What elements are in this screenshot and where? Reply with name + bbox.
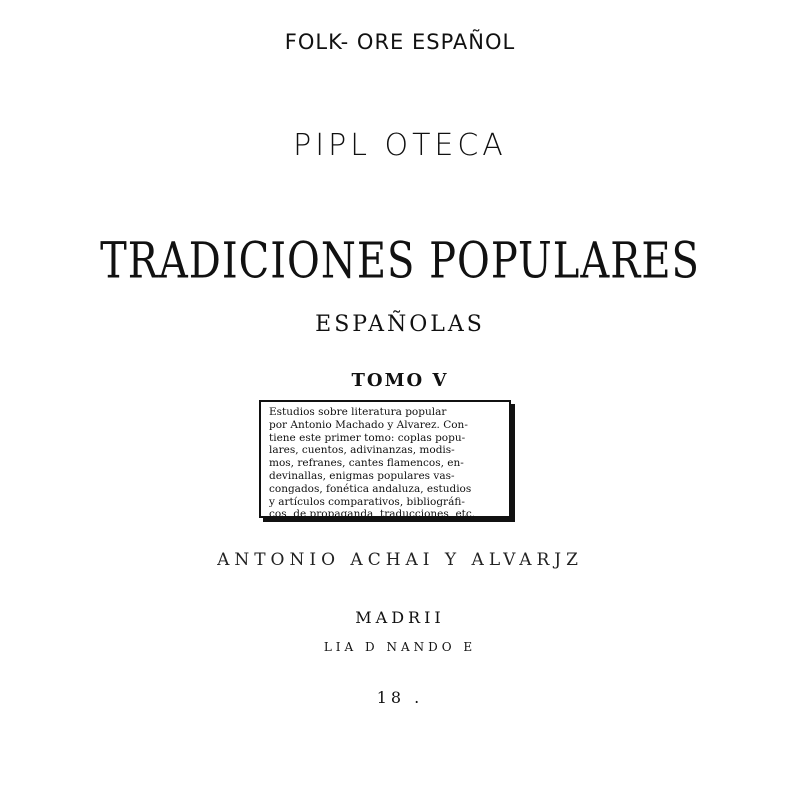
- label-line: tiene este primer tomo: coplas popu-: [269, 431, 466, 444]
- book-title: TRADICIONES POPULARES: [100, 232, 700, 290]
- label-line: congados, fonética andaluza, estudios: [269, 482, 472, 495]
- label-line: por Antonio Machado y Alvarez. Con-: [269, 418, 468, 431]
- label-line: cos, de propaganda, traducciones, etc.: [269, 508, 476, 521]
- series-header: FOLK- ORE ESPAÑOL: [284, 30, 516, 54]
- pasted-label: [259, 400, 511, 521]
- label-line: y artículos comparativos, bibliográfi-: [269, 495, 465, 508]
- label-line: Estudios sobre literatura popular: [269, 406, 447, 418]
- label-line: lares, cuentos, adivinanzas, modis-: [269, 444, 455, 457]
- author-name: ANTONIO ACHAI Y ALVARJZ: [217, 550, 583, 570]
- volume-number: TOMO V: [351, 370, 449, 391]
- book-subtitle: ESPAÑOLAS: [315, 312, 485, 337]
- imprint-year: 18 .: [376, 688, 424, 707]
- series-title: PIPL OTECA: [293, 128, 507, 163]
- label-line: mos, refranes, cantes flamencos, en-: [269, 457, 464, 470]
- imprint-printer: LIA D NANDO E: [323, 640, 477, 654]
- imprint-place: MADRII: [355, 608, 445, 627]
- label-line: devinallas, enigmas populares vas-: [269, 469, 455, 482]
